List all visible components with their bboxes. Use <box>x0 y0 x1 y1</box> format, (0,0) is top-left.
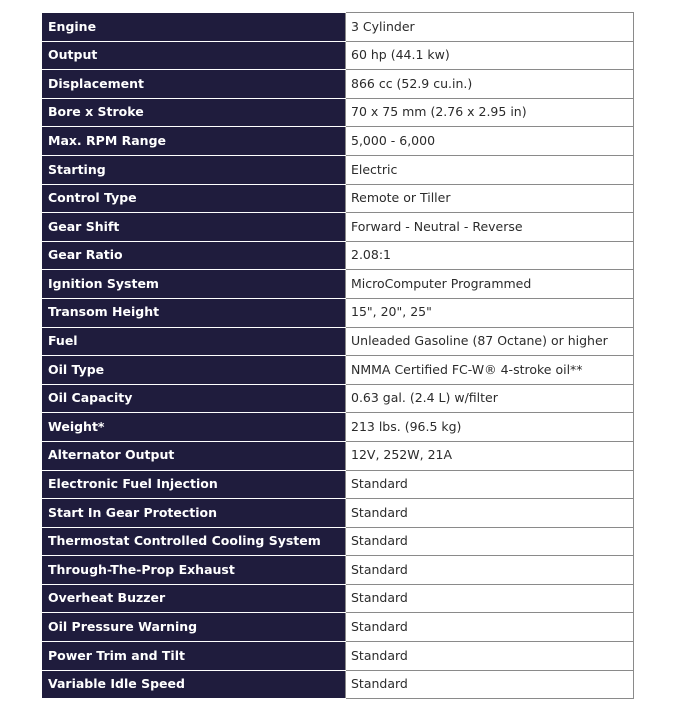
spec-value: 3 Cylinder <box>346 13 634 42</box>
spec-label: Oil Pressure Warning <box>43 613 346 642</box>
table-row <box>43 70 634 99</box>
spec-label: Engine <box>43 13 346 42</box>
spec-value: Standard <box>346 584 634 613</box>
spec-label: Oil Capacity <box>43 384 346 413</box>
table-row <box>43 384 634 413</box>
spec-value: Electric <box>346 155 634 184</box>
table-row <box>43 41 634 70</box>
spec-label: Gear Ratio <box>43 241 346 270</box>
spec-table <box>42 12 634 699</box>
spec-value: Forward - Neutral - Reverse <box>346 213 634 242</box>
table-row <box>43 270 634 299</box>
spec-value: Remote or Tiller <box>346 184 634 213</box>
spec-value: 866 cc (52.9 cu.in.) <box>346 70 634 99</box>
table-row <box>43 184 634 213</box>
spec-label: Electronic Fuel Injection <box>43 470 346 499</box>
spec-label: Alternator Output <box>43 441 346 470</box>
spec-label: Bore x Stroke <box>43 98 346 127</box>
spec-label: Displacement <box>43 70 346 99</box>
table-row <box>43 527 634 556</box>
spec-label: Weight* <box>43 413 346 442</box>
spec-label: Gear Shift <box>43 213 346 242</box>
spec-value: 5,000 - 6,000 <box>346 127 634 156</box>
table-row <box>43 98 634 127</box>
spec-label: Transom Height <box>43 298 346 327</box>
spec-value: Unleaded Gasoline (87 Octane) or higher <box>346 327 634 356</box>
spec-label: Max. RPM Range <box>43 127 346 156</box>
spec-label: Variable Idle Speed <box>43 670 346 699</box>
spec-value: 12V, 252W, 21A <box>346 441 634 470</box>
spec-label: Starting <box>43 155 346 184</box>
spec-value: 213 lbs. (96.5 kg) <box>346 413 634 442</box>
spec-value: Standard <box>346 670 634 699</box>
spec-value: Standard <box>346 527 634 556</box>
table-row <box>43 213 634 242</box>
table-row <box>43 413 634 442</box>
spec-label: Output <box>43 41 346 70</box>
table-row <box>43 470 634 499</box>
spec-label: Oil Type <box>43 356 346 385</box>
table-row <box>43 13 634 42</box>
spec-value: 60 hp (44.1 kw) <box>346 41 634 70</box>
table-row <box>43 241 634 270</box>
table-row <box>43 613 634 642</box>
spec-value: NMMA Certified FC-W® 4-stroke oil** <box>346 356 634 385</box>
spec-label: Through-The-Prop Exhaust <box>43 556 346 585</box>
spec-label: Control Type <box>43 184 346 213</box>
table-row <box>43 670 634 699</box>
spec-value: 70 x 75 mm (2.76 x 2.95 in) <box>346 98 634 127</box>
spec-value: MicroComputer Programmed <box>346 270 634 299</box>
table-row <box>43 499 634 528</box>
table-row <box>43 127 634 156</box>
spec-label: Start In Gear Protection <box>43 499 346 528</box>
table-row <box>43 584 634 613</box>
spec-value: Standard <box>346 642 634 671</box>
spec-label: Fuel <box>43 327 346 356</box>
table-row <box>43 556 634 585</box>
spec-label: Ignition System <box>43 270 346 299</box>
table-row <box>43 642 634 671</box>
spec-value: Standard <box>346 556 634 585</box>
spec-value: Standard <box>346 613 634 642</box>
spec-label: Overheat Buzzer <box>43 584 346 613</box>
spec-value: Standard <box>346 470 634 499</box>
spec-value: 2.08:1 <box>346 241 634 270</box>
table-row <box>43 155 634 184</box>
table-row <box>43 441 634 470</box>
table-row <box>43 298 634 327</box>
spec-table-body <box>43 13 634 699</box>
spec-label: Thermostat Controlled Cooling System <box>43 527 346 556</box>
spec-value: 15", 20", 25" <box>346 298 634 327</box>
spec-value: Standard <box>346 499 634 528</box>
table-row <box>43 356 634 385</box>
table-row <box>43 327 634 356</box>
spec-label: Power Trim and Tilt <box>43 642 346 671</box>
spec-value: 0.63 gal. (2.4 L) w/filter <box>346 384 634 413</box>
